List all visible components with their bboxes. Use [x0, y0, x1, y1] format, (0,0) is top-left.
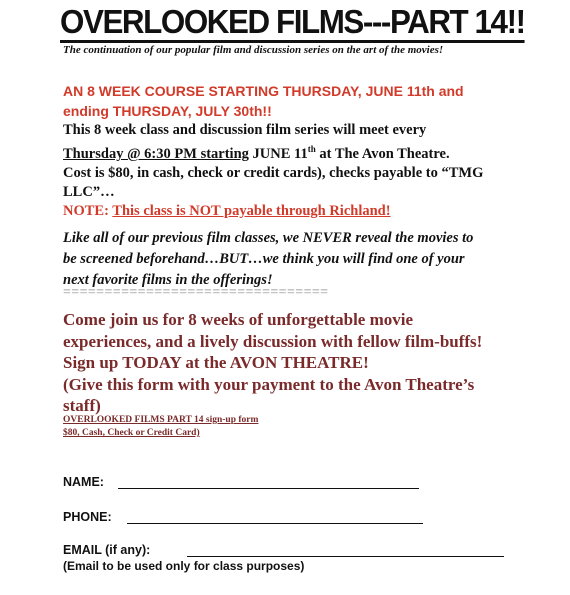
course-details — [63, 121, 483, 221]
payment-note — [63, 202, 483, 221]
invite-line-2: experiences, and a lively discussion with fellow film-buffs! — [63, 331, 483, 351]
form-price: $80, Cash, Check or Credit Card) — [63, 428, 200, 438]
invite-line-5: staff) — [63, 396, 101, 415]
email-field[interactable] — [187, 556, 504, 557]
invite-line-4: (Give this form with your payment to the Avon Theatre’s — [63, 374, 475, 394]
teaser-paragraph — [63, 228, 473, 291]
announcement-line-1: AN 8 WEEK COURSE STARTING THURSDAY, JUNE 11th and — [63, 83, 464, 99]
schedule-date-suffix: th — [307, 144, 316, 154]
schedule-date: JUNE 11 — [248, 145, 308, 162]
page-title: OVERLOOKED FILMS---PART 14!! — [60, 4, 525, 43]
form-heading: OVERLOOKED FILMS PART 14 sign-up form — [63, 415, 259, 425]
email-label: EMAIL (if any): — [63, 543, 151, 557]
details-line-1: This 8 week class and discussion film series will meet every — [63, 122, 427, 138]
name-field[interactable] — [118, 488, 419, 489]
details-line-4: LLC”… — [63, 183, 115, 200]
announcement-line-2: ending THURSDAY, JULY 30th!! — [63, 103, 272, 119]
note-text: This class is NOT payable through Richland! — [112, 202, 391, 219]
schedule-venue: at The Avon Theatre. — [315, 145, 450, 162]
teaser-line-1: Like all of our previous film classes, we NEVER reveal the movies to — [63, 230, 474, 246]
schedule-starting: starting — [200, 145, 249, 162]
schedule-time: Thursday @ 6:30 PM — [63, 145, 201, 162]
invite-line-3: Sign up TODAY at the AVON THEATRE! — [63, 353, 369, 372]
page-subtitle: The continuation of our popular film and discussion series on the art of the movies! — [63, 44, 444, 56]
course-announcement — [63, 81, 464, 121]
invite-paragraph — [63, 309, 482, 417]
invite-line-1: Come join us for 8 weeks of unforgettable movie — [63, 310, 414, 329]
email-note: (Email to be used only for class purposes) — [63, 559, 305, 573]
divider-line: ================================ — [63, 285, 329, 300]
details-line-3: Cost is $80, in cash, check or credit cards), checks payable to “TMG — [63, 164, 484, 181]
name-label: NAME: — [63, 475, 104, 489]
teaser-line-2: be screened beforehand…BUT…we think you will find one of your — [63, 251, 465, 267]
details-line-2 — [63, 140, 483, 164]
phone-label: PHONE: — [63, 510, 112, 524]
note-prefix: NOTE: — [63, 202, 113, 219]
teaser-line-3: next favorite films in the offerings! — [63, 272, 273, 288]
phone-field[interactable] — [127, 523, 423, 524]
